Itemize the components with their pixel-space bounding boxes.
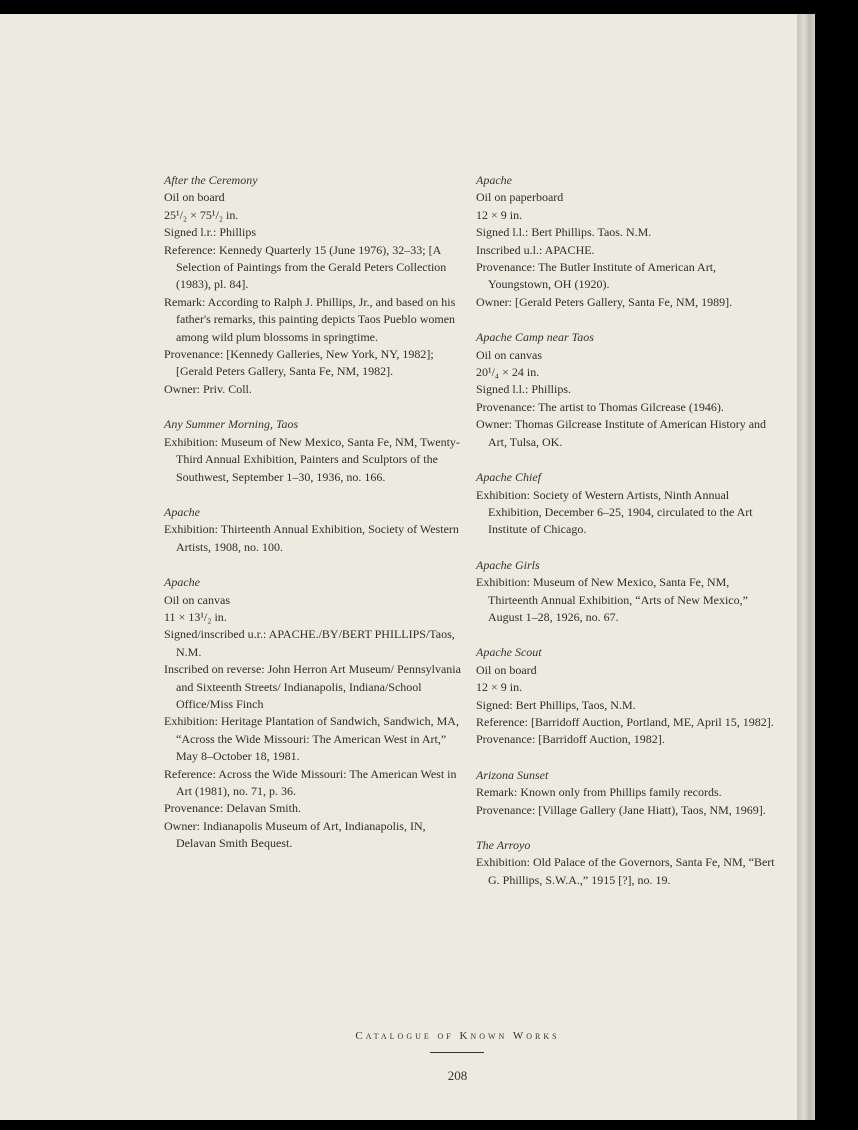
entry-line: Oil on paperboard (476, 190, 564, 205)
entry-line: 12 × 9 in. (476, 680, 523, 695)
entry-line: 20¹/₄ × 24 in. (476, 365, 540, 380)
entry-title: Apache Scout (476, 645, 542, 660)
entry-line: Exhibition: Museum of New Mexico, Santa Fe, NM, Twenty-Third Annual Exhibition, Painters and Sculptors of the Southwest, September 1–30, 1936, no. 166. (164, 434, 460, 484)
entry-line: Exhibition: Old Palace of the Governors, Santa Fe, NM, “Bert G. Phillips, S.W.A.,” 1915 [?], no. 19. (476, 855, 775, 887)
catalogue-entry (164, 574, 464, 853)
entry-title: Apache Girls (476, 557, 540, 572)
entry-line: Signed l.r.: Phillips (164, 225, 257, 240)
entry-line: Signed/inscribed u.r.: APACHE./BY/BERT PHILLIPS/Taos, N.M. (164, 627, 455, 659)
right-column (476, 172, 776, 907)
catalogue-entry (164, 416, 464, 486)
entry-line: Signed: Bert Phillips, Taos, N.M. (476, 697, 636, 712)
entry-line: Oil on board (476, 662, 537, 677)
entry-line: Provenance: The Butler Institute of American Art, Youngstown, OH (1920). (476, 260, 717, 292)
entry-line: Reference: Kennedy Quarterly 15 (June 1976), 32–33; [A Selection of Paintings from the Gerald Peters Collection (1983), pl. 84]. (164, 242, 447, 292)
entry-line: Remark: Known only from Phillips family records. (476, 785, 722, 800)
entry-line: Provenance: [Kennedy Galleries, New York, NY, 1982]; [Gerald Peters Gallery, Santa Fe, NM, 1982]. (164, 347, 434, 379)
catalogue-entry (476, 172, 776, 311)
catalogue-entry (476, 469, 776, 539)
entry-line: Exhibition: Museum of New Mexico, Santa Fe, NM, Thirteenth Annual Exhibition, “Arts of New Mexico,” August 1–28, 1926, no. 67. (476, 575, 748, 624)
catalogue-entry (476, 644, 776, 748)
left-column (164, 172, 464, 871)
entry-line: Signed l.l.: Bert Phillips. Taos. N.M. (476, 225, 652, 240)
entry-line: 11 × 13¹/₂ in. (164, 609, 227, 624)
catalogue-entry (476, 557, 776, 627)
entry-line: 12 × 9 in. (476, 207, 523, 222)
entry-line: Owner: Indianapolis Museum of Art, Indianapolis, IN, Delavan Smith Bequest. (164, 818, 426, 851)
entry-title: Apache (164, 575, 200, 590)
entry-title: Apache (164, 504, 200, 519)
entry-line: Provenance: [Barridoff Auction, 1982]. (476, 732, 665, 747)
entry-title: Apache Camp near Taos (476, 330, 594, 345)
entry-line: Provenance: The artist to Thomas Gilcrease (1946). (476, 399, 724, 414)
entry-line: Exhibition: Thirteenth Annual Exhibition, Society of Western Artists, 1908, no. 100. (164, 522, 459, 554)
entry-line: Provenance: [Village Gallery (Jane Hiatt), Taos, NM, 1969]. (476, 802, 766, 817)
entry-line: Oil on board (164, 190, 225, 205)
entry-line: Reference: [Barridoff Auction, Portland, ME, April 15, 1982]. (476, 714, 774, 729)
entry-title: Apache (476, 173, 512, 187)
entry-line: Provenance: Delavan Smith. (164, 801, 301, 816)
catalogue-entry (164, 504, 464, 556)
entry-line: Exhibition: Heritage Plantation of Sandwich, Sandwich, MA, “Across the Wide Missouri: The American West in Art,” May 8–October 18, 1981. (164, 714, 459, 764)
catalogue-entry (164, 172, 464, 398)
entry-line: Signed l.l.: Phillips. (476, 382, 572, 397)
entry-title: After the Ceremony (164, 173, 258, 187)
entry-title: Any Summer Morning, Taos (164, 417, 299, 432)
catalogue-entry (476, 767, 776, 819)
entry-line: Owner: [Gerald Peters Gallery, Santa Fe, NM, 1989]. (476, 294, 733, 309)
entry-line: Owner: Thomas Gilcrease Institute of American History and Art, Tulsa, OK. (476, 417, 767, 449)
entry-line: 25¹/₂ × 75¹/₂ in. (164, 207, 239, 222)
entry-line: Owner: Priv. Coll. (164, 381, 252, 396)
entry-line: Inscribed u.l.: APACHE. (476, 242, 595, 257)
entry-title: The Arroyo (476, 838, 531, 852)
entry-line: Oil on canvas (164, 592, 230, 607)
catalogue-entry (476, 329, 776, 451)
page-edge (797, 14, 815, 1120)
running-footer-title: Catalogue of Known Works (355, 1030, 560, 1042)
entry-line: Exhibition: Society of Western Artists, Ninth Annual Exhibition, December 6–25, 1904, circulated to the Art Institute of Chicago. (476, 487, 753, 537)
entry-title: Apache Chief (476, 470, 541, 485)
page-number: 208 (447, 1068, 468, 1083)
entry-line: Oil on canvas (476, 347, 542, 362)
entry-title: Arizona Sunset (476, 767, 549, 782)
entry-line: Inscribed on reverse: John Herron Art Museum/ Pennsylvania and Sixteenth Streets/ Indianapolis, Indiana/School Office/Miss Finch (164, 662, 461, 711)
entry-line: Remark: According to Ralph J. Phillips, Jr., and based on his father's remarks, this painting depicts Taos Pueblo women among wild plum blossoms in springtime. (164, 294, 456, 344)
catalogue-entry (476, 837, 776, 889)
footer-rule (430, 1052, 484, 1053)
entry-line: Reference: Across the Wide Missouri: The American West in Art (1981), no. 71, p. 36. (164, 766, 457, 798)
